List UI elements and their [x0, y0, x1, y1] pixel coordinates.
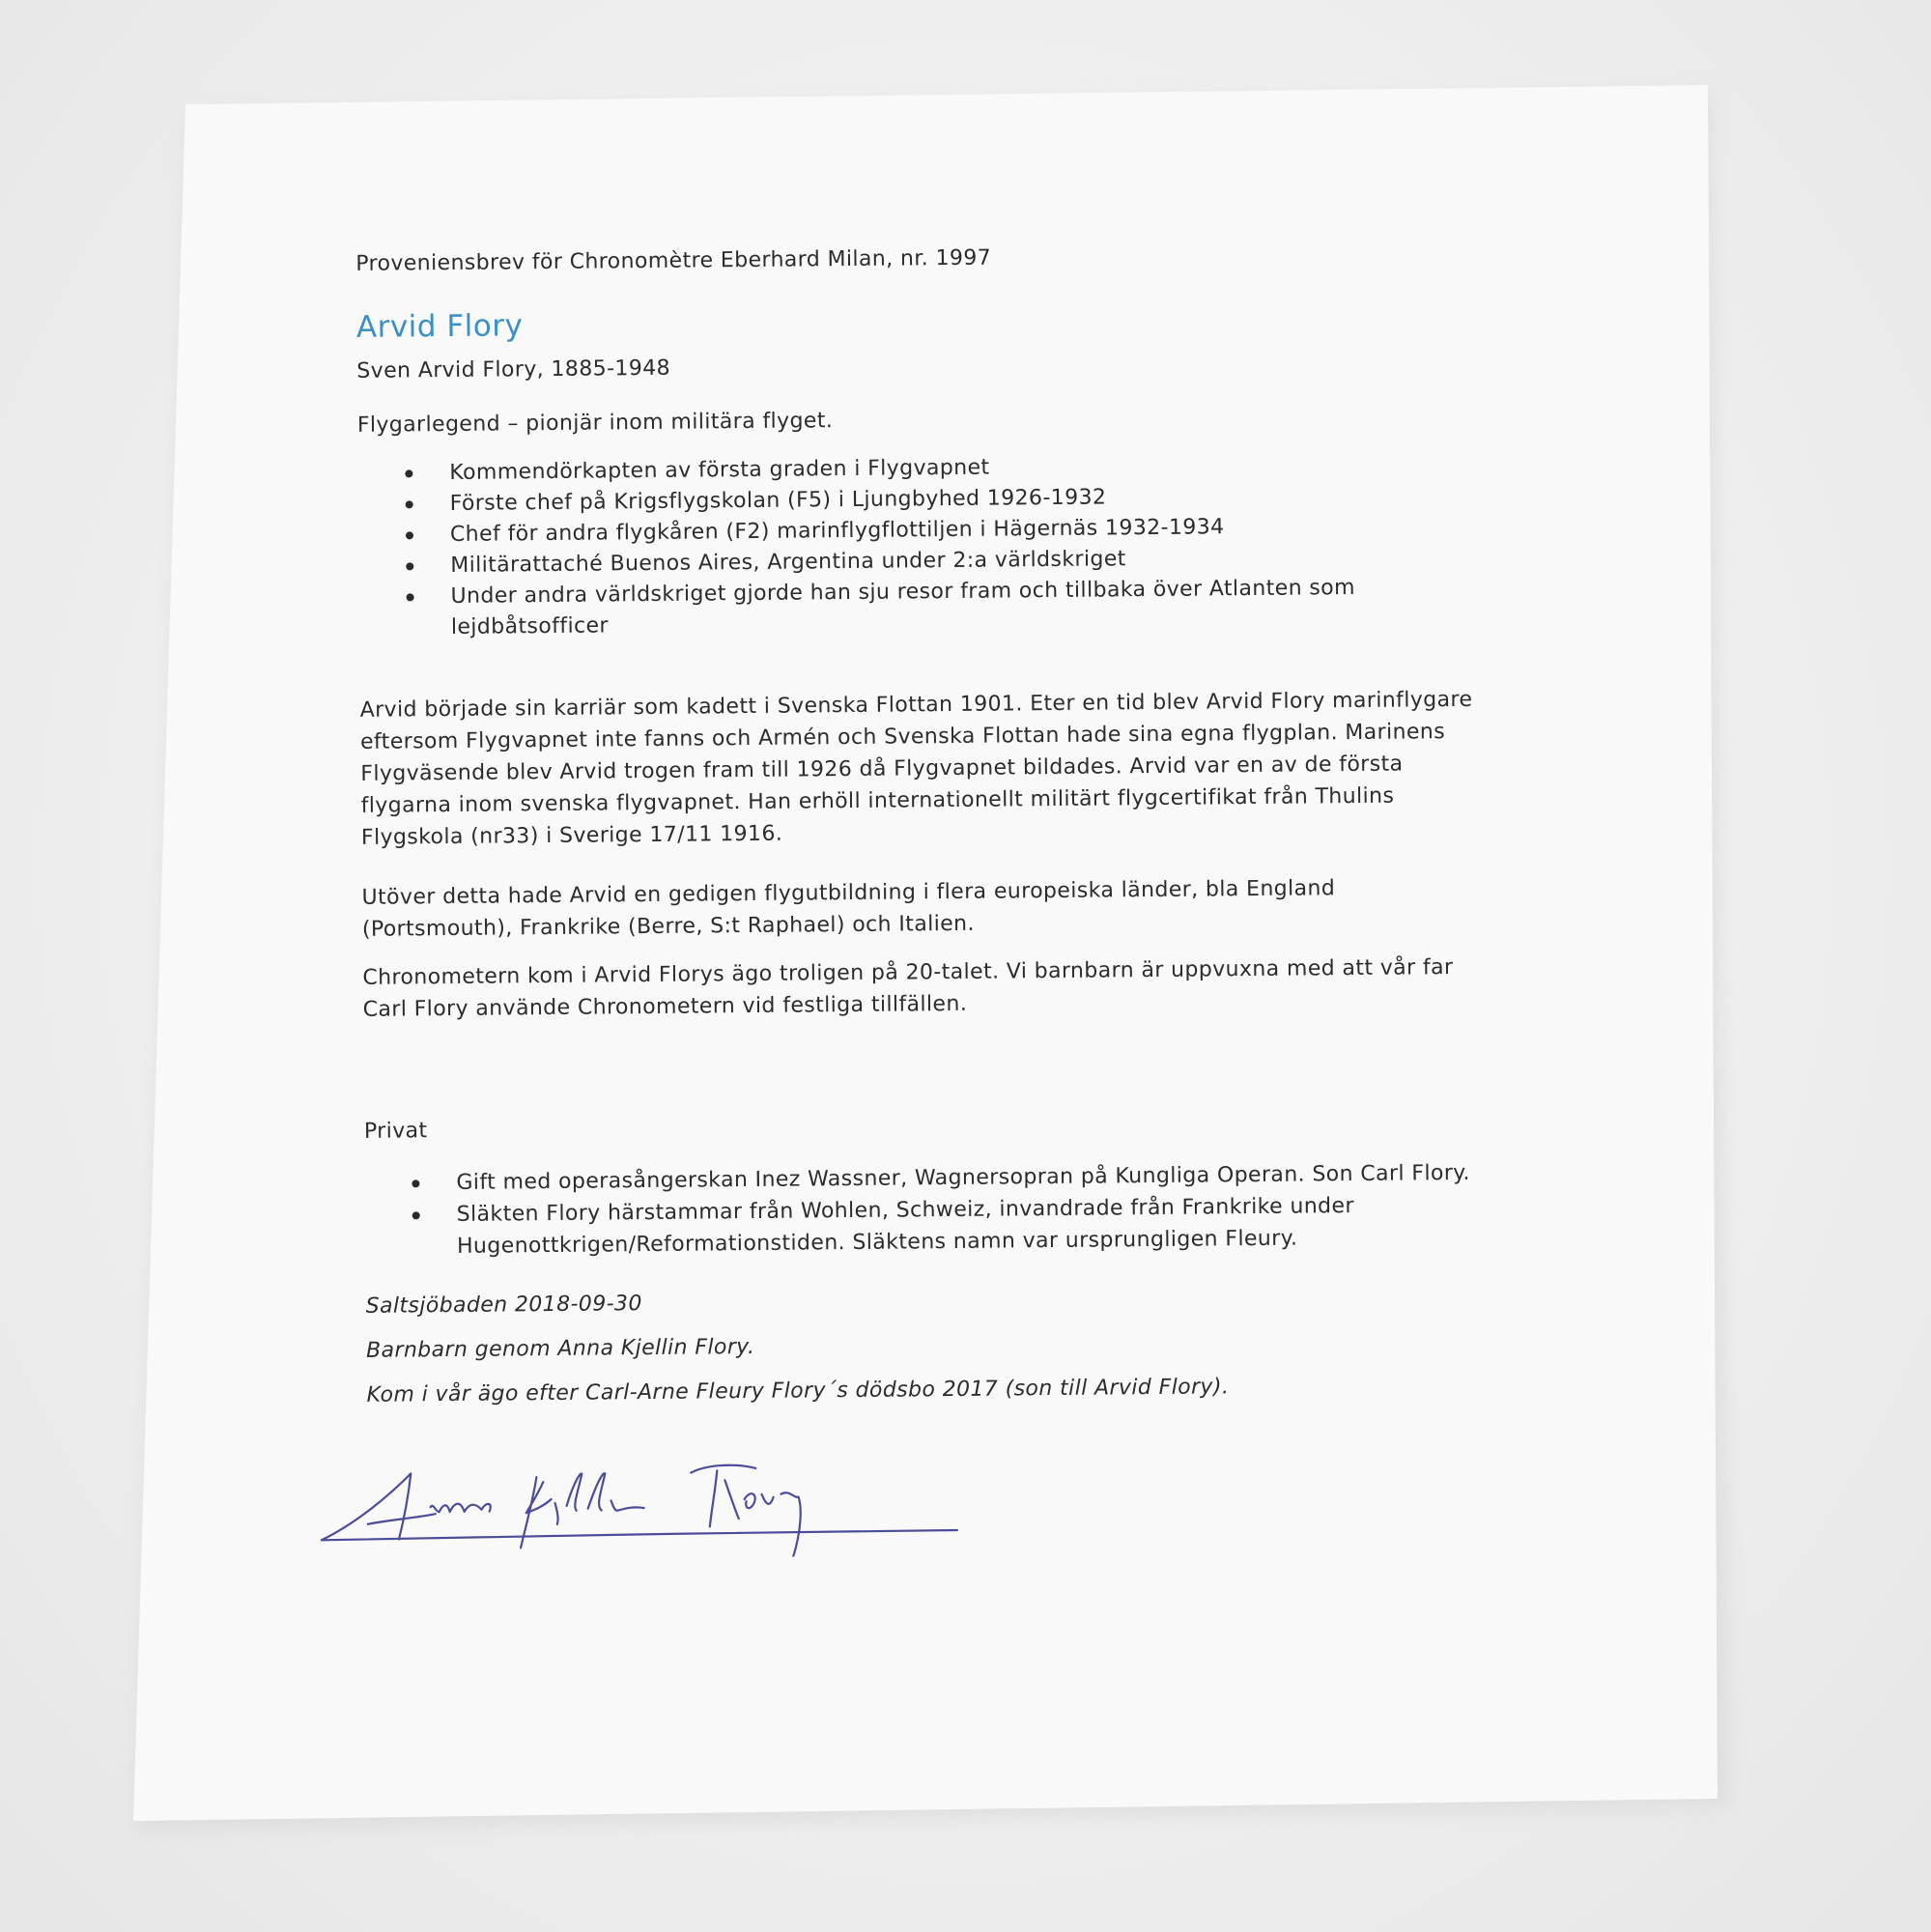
privat-heading: Privat [363, 1119, 428, 1144]
paragraph-line: (Portsmouth), Frankrike (Berre, S:t Raphael) och Italien. [361, 911, 975, 942]
tagline: Flygarlegend – pionjär inom militära flyget. [356, 409, 834, 438]
privat-item: Släkten Flory härstammar från Wohlen, Schweiz, invandrade från Frankrike under [457, 1194, 1354, 1227]
paragraph-line: Utöver detta hade Arvid en gedigen flygutbildning i flera europeiska länder, bla England [361, 876, 1336, 910]
paragraph-career [360, 684, 1474, 854]
handwritten-signature [319, 1448, 1015, 1561]
bullet-dot [406, 500, 413, 508]
document-header: Proveniensbrev för Chronomètre Eberhard Milan, nr. 1997 [355, 245, 992, 276]
bullet-dot [412, 1179, 419, 1187]
person-full-name: Sven Arvid Flory, 1885-1948 [356, 355, 671, 384]
paragraph-training [361, 872, 1335, 946]
paragraph-line: Flygskola (nr33) i Sverige 17/11 1916. [360, 821, 783, 850]
paragraph-line: eftersom Flygvapnet inte fanns och Armén och Svenska Flottan hade sina egna flygplan. Marinens [359, 720, 1446, 754]
bullet-dot [406, 531, 413, 539]
paragraph-line: Arvid började sin karriär som kadett i Svenska Flottan 1901. Eter en tid blev Arvid Flory marinflygare [359, 687, 1473, 723]
bullet-dot [412, 1211, 420, 1219]
career-item: Under andra världskriget gjorde han sju resor fram och tillbaka över Atlanten som [450, 576, 1355, 609]
provenance-note: Kom i vår ägo efter Carl-Arne Fleury Flory´s dödsbo 2017 (son till Arvid Flory). [366, 1375, 1230, 1407]
bullet-dot [406, 562, 413, 570]
paragraph-chronometer [362, 952, 1454, 1026]
career-item-continuation: lejdbåtsofficer [450, 613, 610, 639]
privat-item: Gift med operasångerskan Inez Wassner, Wagnersopran på Kungliga Operan. Son Carl Flory. [456, 1161, 1470, 1195]
paragraph-line: flygarna inom svenska flygvapnet. Han erhöll internationellt militärt flygcertifikat från Thulins [360, 783, 1395, 818]
place-and-date: Saltsjöbaden 2018-09-30 [365, 1292, 642, 1319]
bullet-dot [407, 593, 414, 601]
person-name-heading: Arvid Flory [355, 308, 524, 345]
career-item: Förste chef på Krigsflygskolan (F5) i Ljungbyhed 1926-1932 [450, 485, 1107, 516]
career-item: Kommendörkapten av första graden i Flygvapnet [449, 456, 989, 485]
paragraph-line: Carl Flory använde Chronometern vid festliga tillfällen. [362, 991, 968, 1022]
grandchild-note: Barnbarn genom Anna Kjellin Flory. [365, 1334, 755, 1363]
privat-item-continuation: Hugenottkrigen/Reformationstiden. Släktens namn var ursprungligen Fleury. [456, 1226, 1298, 1259]
letter [180, 60, 1722, 1813]
career-item: Chef för andra flygkåren (F2) marinflygflottiljen i Hägernäs 1932-1934 [450, 515, 1225, 547]
paragraph-line: Flygväsende blev Arvid trogen fram till 1926 då Flygvapnet bildades. Arvid var en av de första [360, 752, 1404, 786]
paragraph-line: Chronometern kom i Arvid Florys ägo troligen på 20-talet. Vi barnbarn är uppvuxna med att vår far [362, 955, 1454, 990]
bullet-dot [405, 469, 412, 477]
career-item: Militärattaché Buenos Aires, Argentina under 2:a världskriget [450, 547, 1126, 578]
